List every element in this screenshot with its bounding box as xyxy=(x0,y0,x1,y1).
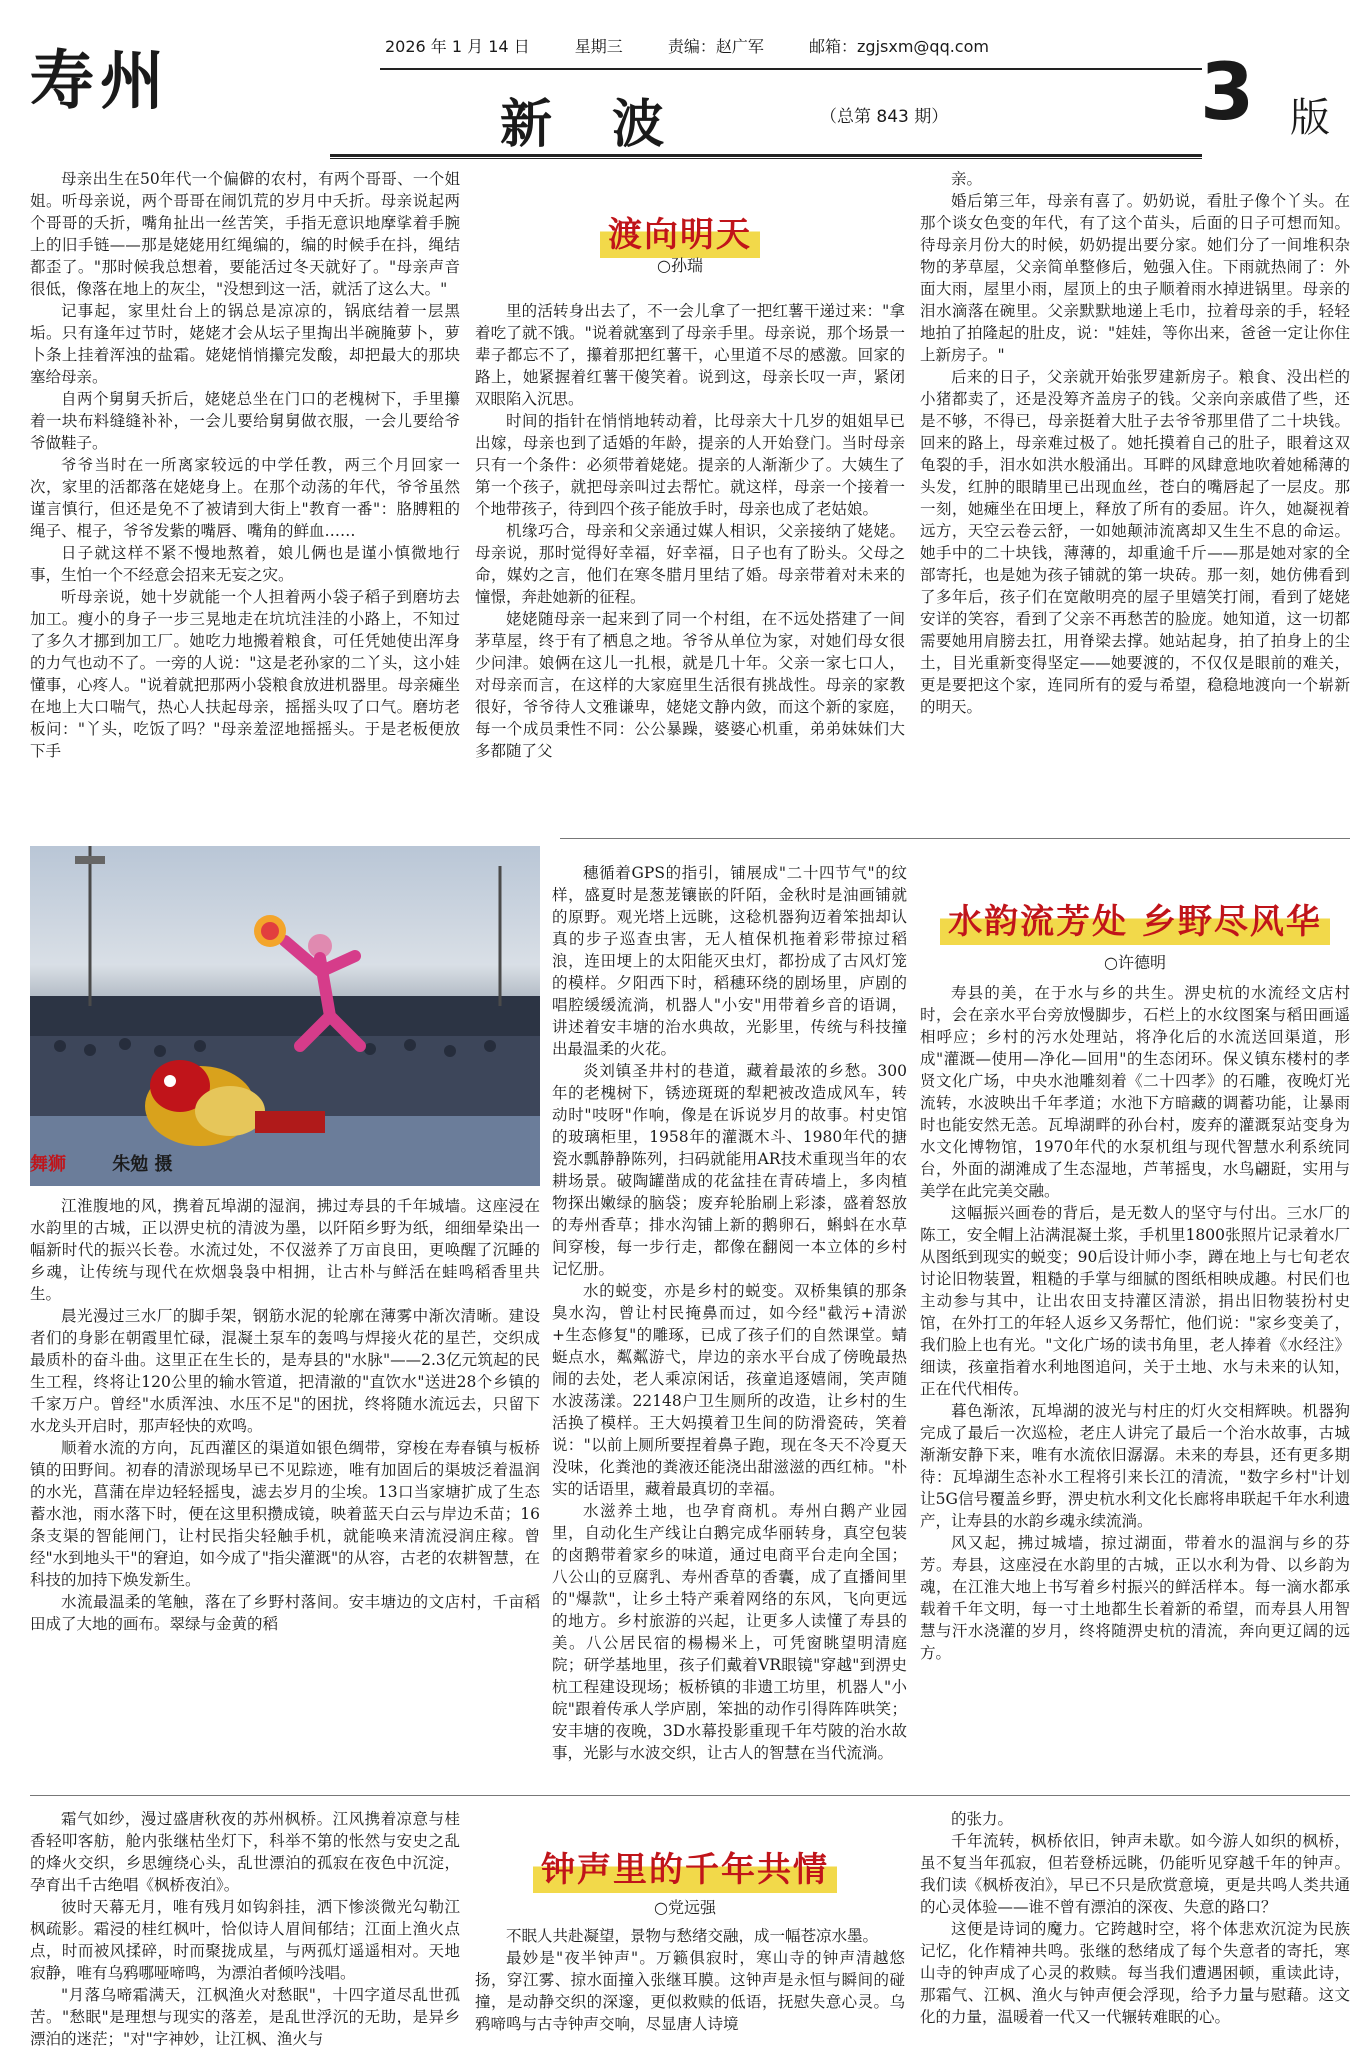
article-paragraph: 暮色渐浓，瓦埠湖的波光与村庄的灯火交相辉映。机器狗完成了最后一次巡检，老庄人讲完了最后一个治水故事，古城渐渐安静下来，唯有水流依旧潺潺。未来的寿县，还有更多期待：瓦埠湖生态补水工程将引来长江的清流，"数字乡村"计划让5G信号覆盖乡野，淠史杭水利文化长廊将串联起千年水利遗产，让寿县的水韵乡魂永续流淌。 xyxy=(920,1402,1350,1530)
masthead-rule-top xyxy=(380,68,1202,70)
responsible-editor: 责编：赵广军 xyxy=(667,37,764,56)
article-paragraph: 这幅振兴画卷的背后，是无数人的坚守与付出。三水厂的陈工，安全帽上沾满混凝土浆，手机里1800张照片记录着水厂从图纸到现实的蜕变；90后设计师小李，蹲在地上与七旬老农讨论旧物装置，粗糙的手掌与细腻的图纸相映成趣。村民们也主动参与其中，让出农田支持灌区清淤，捐出旧物装扮村史馆，在外打工的年轻人返乡又务帮忙，他们说："家乡变美了，我们脸上也有光。"文化广场的读书角里，老人捧着《水经注》细读，孩童指着水利地图追问，关于土地、水与未来的认知，正在代代相传。 xyxy=(920,1204,1350,1398)
article-3-column-3 xyxy=(920,1808,1350,2058)
newspaper-name-logo: 寿州 xyxy=(30,44,170,119)
article-paragraph: 爷爷当时在一所离家较远的中学任教，两三个月回家一次，家里的活都落在姥姥身上。在那个动荡的年代，爷爷虽然谨言慎行，但还是免不了被请到大街上"教育一番"：胳膊粗的绳子、棍子，爷爷发紫的嘴唇、嘴角的鲜血…… xyxy=(30,456,460,540)
article-paragraph: 顺着水流的方向，瓦西灌区的渠道如银色绸带，穿梭在寿春镇与板桥镇的田野间。初春的清淤现场早已不见踪迹，唯有加固后的渠坡泛着温润的水光，菖蒲在岸边轻轻摇曳，滤去岁月的尘埃。13口当家塘扩成了生态蓄水池，雨水落下时，便在这里积攒成镜，映着蓝天白云与岸边禾苗；16条支渠的智能闸门，让村民指尖轻触手机，就能唤来清流浸润庄稼。曾经"水到地头干"的窘迫，如今成了"指尖灌溉"的从容，古老的农耕智慧，在科技的加持下焕发新生。 xyxy=(30,1439,540,1589)
article-paragraph: 穗循着GPS的指引，铺展成"二十四节气"的纹样，盛夏时是葱茏镶嵌的阡陌，金秋时是油画铺就的原野。观光塔上远眺，这稔机器狗迈着笨拙却认真的步子巡查虫害，无人植保机拖着彩带掠过稻浪，连田埂上的太阳能灭虫灯，都扮成了古风灯笼的模样。夕阳西下时，稻穗环绕的剧场里，庐剧的唱腔缓缓流淌，机器人"小安"用带着乡音的语调，讲述着安丰塘的治水典故，光影里，传统与科技撞出最温柔的火花。 xyxy=(552,864,907,1058)
article-paragraph: 姥姥随母亲一起来到了同一个村组，在不远处搭建了一间茅草屋，终于有了栖息之地。爷爷从单位为家，对她们母女很少问津。娘俩在这儿一扎根，就是几十年。父亲一家七口人，对母亲而言，在这样的大家庭里生活很有挑战性。母亲的家教很好，爷爷待人文雅谦卑，姥姥文静内敛，而这个新的家庭，每一个成员秉性不同：公公暴躁，婆婆心机重，弟弟妹妹们大多都随了父 xyxy=(475,610,905,760)
lion-dance-photo xyxy=(30,846,540,1186)
article-paragraph: 里的活转身出去了，不一会儿拿了一把红薯干递过来："拿着吃了就不饿。"说着就塞到了母亲手里。母亲说，那个场景一辈子都忘不了，攥着那把红薯干，心里道不尽的感激。回家的路上，她紧握着红薯干傻笑着。说到这，母亲长叹一声，紧闭双眼陷入沉思。 xyxy=(475,302,905,408)
article-paragraph: 亲。 xyxy=(951,170,983,188)
article-paragraph: 不眠人共赴凝望，景物与愁绪交融，成一幅苍凉水墨。 xyxy=(506,1927,879,1945)
section-divider-2 xyxy=(30,1795,1350,1796)
section-divider-1 xyxy=(560,838,1350,839)
article-1-title: 渡向明天 xyxy=(560,205,800,258)
page-suffix: 版 xyxy=(1290,95,1330,141)
photo-credit: 朱勉 摄 xyxy=(112,1154,173,1175)
article-3-byline: ○党远强 xyxy=(654,1898,716,1917)
article-paragraph: 水的蜕变，亦是乡村的蜕变。双桥集镇的那条臭水沟，曾让村民掩鼻而过，如今经"截污+清淤+生态修复"的雕琢，已成了孩子们的自然课堂。蜻蜓点水，粼粼游弋，岸边的亲水平台成了傍晚最热闹的去处，老人乘凉闲话，孩童追逐嬉闹，笑声随水波荡漾。22148户卫生厕所的改造，让乡村的生活换了模样。王大妈摸着卫生间的防滑瓷砖，笑着说："以前上厕所要捏着鼻子跑，现在冬天不冷夏天没味，化粪池的粪液还能浇出甜滋滋的西红柿。"朴实的话语里，藏着最真切的幸福。 xyxy=(552,1282,907,1498)
article-paragraph: 水滋养土地，也孕育商机。寿州白鹅产业园里，自动化生产线让白鹅完成华丽转身，真空包装的卤鹅带着家乡的味道，通过电商平台走向全国；八公山的豆腐乳、寿州香草的香囊，成了直播间里的"爆款"，让乡土特产乘着网络的东风，飞向更远的地方。乡村旅游的兴起，让更多人读懂了寿县的美。八公居民宿的楊楊米上，可凭窗眺望明清庭院；研学基地里，孩子们戴着VR眼镜"穿越"到淠史杭工程建设现场；板桥镇的非遗工坊里，机器人"小皖"跟着传承人学庐剧，笨拙的动作引得阵阵哄笑；安丰塘的夜晚，3D水幕投影重现千年芍陂的治水故事，光影与水波交织，让古人的智慧在当代流淌。 xyxy=(552,1502,907,1762)
article-paragraph: 霜气如纱，漫过盛唐秋夜的苏州枫桥。江风携着凉意与桂香轻叩客舫，舱内张继枯坐灯下，科举不第的怅然与安史之乱的烽火交织，乡思缠绕心头，乱世漂泊的孤寂在夜色中沉淀，孕育出千古绝唱《枫桥夜泊》。 xyxy=(30,1810,460,1894)
page-number: 3 xyxy=(1200,48,1255,138)
article-1-column-3 xyxy=(920,168,1350,830)
photo-caption xyxy=(30,1150,173,1176)
article-paragraph: 这便是诗词的魔力。它跨越时空，将个体悲欢沉淀为民族记忆，化作精神共鸣。张继的愁绪成了每个失意者的寄托，寒山寺的钟声成了心灵的救赎。每当我们遭遇困顿，重读此诗，那霜气、江枫、渔火与钟声便会浮现，给予力量与慰藉。这文化的力量，温暖着一代又一代辗转难眠的心。 xyxy=(920,1920,1350,2026)
article-paragraph: 听母亲说，她十岁就能一个人担着两小袋子稻子到磨坊去加工。瘦小的身子一步三晃地走在坑坑洼洼的小路上，不知过了多久才挪到加工厂。她吃力地搬着粮食，可任凭她使出浑身的力气也动不了。一旁的人说："这是老孙家的二丫头，这小娃懂事，心疼人。"说着就把那两小袋粮食放进机器里。母亲瘫坐在地上大口喘气，热心人扶起母亲，摇摇头叹了口气。磨坊老板问："丫头，吃饭了吗？"母亲羞涩地摇摇头。于是老板便放下手 xyxy=(30,588,460,760)
article-2-byline: ○许德明 xyxy=(1104,953,1166,972)
masthead-rule-bottom xyxy=(330,154,1202,159)
issue-total-number: （总第 843 期） xyxy=(820,107,949,127)
article-paragraph: 最妙是"夜半钟声"。万籁俱寂时，寒山寺的钟声清越悠扬，穿江雾、掠水面撞入张继耳膜。这钟声是永恒与瞬间的碰撞，是动静交织的深邃，更似救赎的低语，抚慰失意心灵。乌鸦啼鸣与古寺钟声交响，尽显唐人诗境 xyxy=(475,1949,905,2033)
article-2-column-2 xyxy=(552,862,907,1785)
article-paragraph: 风又起，拂过城墙，掠过湖面，带着水的温润与乡的芬芳。寿县，这座浸在水韵里的古城，正以水利为骨、以乡韵为魂，在江淮大地上书写着乡村振兴的鲜活样本。每一滴水都承载着千年文明，每一寸土地都生长着新的希望，而寿县人用智慧与汗水浇灌的岁月，终将随淠史杭的清流，奔向更辽阔的远方。 xyxy=(920,1534,1350,1662)
article-paragraph: 婚后第三年，母亲有喜了。奶奶说，看肚子像个丫头。在那个谈女色变的年代，有了这个苗头，后面的日子可想而知。待母亲月份大的时候，奶奶提出要分家。她们分了一间堆积杂物的茅草屋，父亲简单整修后，勉强入住。下雨就热闹了：外面大雨，屋里小雨，屋顶上的虫子顺着雨水掉进锅里。母亲的泪水滴落在碗里。父亲默默地递上毛巾，拉着母亲的手，轻轻地拍了拍隆起的肚皮，说："娃娃，等你出来，爸爸一定让你住上新房子。" xyxy=(920,192,1350,364)
article-1-byline: ○孙瑞 xyxy=(657,256,703,275)
article-paragraph: 日子就这样不紧不慢地熬着，娘儿俩也是谨小慎微地行事，生怕一个不经意会招来无妄之灾。 xyxy=(30,544,460,584)
article-paragraph: 彼时天幕无月，唯有残月如钩斜挂，洒下惨淡微光勾勒江枫疏影。霜浸的桂红枫叶，恰似诗人眉间郁结；江面上渔火点点，时而被风揉碎，时而聚拢成星，与两孤灯遥遥相对。天地寂静，唯有乌鸦哪哑啼鸣，为漂泊者倾吟浅唱。 xyxy=(30,1898,460,1982)
photo-caption-tag: 舞狮 xyxy=(30,1154,66,1175)
section-name: 新波 xyxy=(500,94,725,155)
article-paragraph: 时间的指针在悄悄地转动着，比母亲大十几岁的姐姐早已出嫁，母亲也到了适婚的年龄，提亲的人开始登门。当时母亲只有一个条件：必须带着姥姥。提亲的人渐渐少了。大姨生了第一个孩子，就把母亲叫过去帮忙。就这样，母亲一个接着一个地带孩子，待到四个孩子能放手时，母亲也成了老姑娘。 xyxy=(475,412,905,518)
article-1-column-1 xyxy=(30,168,460,830)
issue-date: 2026 年 1 月 14 日 xyxy=(385,37,530,56)
article-paragraph: 寿县的美，在于水与乡的共生。淠史杭的水流经文店村时，会在亲水平台旁放慢脚步，石栏上的水纹图案与稻田画遥相呼应；乡村的污水处理站，将净化后的水流送回渠道，形成"灌溉—使用—净化—回用"的生态闭环。保义镇东楼村的孝贤文化广场，中央水池雕刻着《二十四孝》的石雕，夜晚灯光流转，水波映出千年孝道；水池下方暗藏的调蓄功能，让暴雨时也能安然无恙。瓦埠湖畔的孙台村，废弃的灌溉泵站变身为水文化博物馆，1970年代的水泵机组与现代智慧水利系统同台，外面的湖滩成了生态湿地，芦苇摇曳，水鸟翩跹，实用与美学在此完美交融。 xyxy=(920,984,1350,1200)
issue-info-line xyxy=(385,34,1029,57)
article-paragraph: 后来的日子，父亲就开始张罗建新房子。粮食、没出栏的小猪都卖了，还是没筹齐盖房子的钱。父亲向亲戚借了些，还是不够，不得已，母亲挺着大肚子去爷爷那里借了二十块钱。回来的路上，母亲难过极了。她托摸着自己的肚子，眼着这双龟裂的手，泪水如洪水般涌出。耳畔的风肆意地吹着她稀薄的头发，红肿的眼睛里已出现血丝，苍白的嘴唇起了一层皮。那一刻，她瘫坐在田埂上，释放了所有的委屈。许久，她凝视着远方，天空云卷云舒，一如她颠沛流离却又生生不息的命运。她手中的二十块钱，薄薄的，却重逾千斤——那是她对家的全部寄托，也是她为孩子铺就的第一块砖。那一刻，她仿佛看到了多年后，孩子们在宽敞明亮的屋子里嬉笑打闹，看到了姥姥安详的笑容，看到了父亲不再愁苦的脸庞。她知道，这一切都需要她用肩膀去扛，用脊梁去撑。她站起身，拍了拍身上的尘土，目光重新变得坚定——她要渡的，不仅仅是眼前的难关，更是要把这个家，连同所有的爱与希望，稳稳地渡向一个崭新的明天。 xyxy=(920,368,1350,716)
article-paragraph: 千年流转，枫桥依旧，钟声未歇。如今游人如织的枫桥，虽不复当年孤寂，但若登桥远眺，仍能听见穿越千年的钟声。我们读《枫桥夜泊》，早已不只是欣赏意境，更是共鸣人类共通的心灵体验——谁不曾有漂泊的深夜、失意的路口？ xyxy=(920,1832,1350,1916)
article-1-column-2 xyxy=(475,300,905,830)
lion-dance-photo-image xyxy=(30,846,540,1186)
article-paragraph: 记事起，家里灶台上的锅总是凉凉的，锅底结着一层黑垢。只有逢年过节时，姥姥才会从坛子里掏出半碗腌萝卜，萝卜条上挂着浑浊的盐霜。姥姥悄悄攥完发酸，却把最大的那块塞给母亲。 xyxy=(30,302,460,386)
article-paragraph: 母亲出生在50年代一个偏僻的农村，有两个哥哥、一个姐姐。听母亲说，两个哥哥在闹饥荒的岁月中夭折。母亲说起两个哥哥的夭折，嘴角扯出一丝苦笑，手指无意识地摩挲着手腕上的旧手链——那是姥姥用红绳编的，编的时候手在抖，绳结都歪了。"那时候我总想着，要能活过冬天就好了。"母亲声音很低，像落在地上的灰尘，"没想到这一活，就活了这么大。" xyxy=(30,170,460,298)
masthead xyxy=(30,26,1350,155)
article-paragraph: 江淮腹地的风，携着瓦埠湖的湿润，拂过寿县的千年城墙。这座浸在水韵里的古城，正以淠史杭的清波为墨，以阡陌乡野为纸，细细晕染出一幅新时代的振兴长卷。水流过处，不仅滋养了万亩良田，更唤醒了沉睡的乡魂，让传统与现代在炊烟袅袅中相拥，让古朴与鲜活在蛙鸣稻香里共生。 xyxy=(30,1197,540,1303)
article-paragraph: 晨光漫过三水厂的脚手架，钢筋水泥的轮廓在薄雾中渐次清晰。建设者们的身影在朝霞里忙碌，混凝土泵车的轰鸣与焊接火花的星芒，交织成最质朴的奋斗曲。这里正在生长的，是寿县的"水脉"——2.3亿元筑起的民生工程，终将让120公里的输水管道，把清澈的"直饮水"送进28个乡镇的千家万户。曾经"水质浑浊、水压不足"的困扰，终将随水流远去，只留下水龙头开启时，那声轻快的欢鸣。 xyxy=(30,1307,540,1435)
article-paragraph: 水流最温柔的笔触，落在了乡野村落间。安丰塘边的文店村，千亩稻田成了大地的画布。翠绿与金黄的稻 xyxy=(30,1593,540,1633)
article-paragraph: 机缘巧合，母亲和父亲通过媒人相识，父亲接纳了姥姥。母亲说，那时觉得好幸福，好幸福，日子也有了盼头。父母之命，媒妁之言，他们在寒冬腊月里结了婚。母亲带着对未来的憧憬，奔赴她新的征程。 xyxy=(475,522,905,606)
article-paragraph: "月落乌啼霜满天，江枫渔火对愁眠"，十四字道尽乱世孤苦。"愁眠"是理想与现实的落差，是乱世浮沉的无助，是异乡漂泊的迷茫；"对"字神妙，让江枫、渔火与 xyxy=(30,1986,460,2048)
article-3-column-1 xyxy=(30,1808,460,2058)
contact-email: 邮箱：zgjsxm@qq.com xyxy=(809,37,989,56)
article-2-column-3 xyxy=(920,982,1350,1785)
article-paragraph: 的张力。 xyxy=(951,1810,1014,1828)
article-2-column-1 xyxy=(30,1195,540,1785)
issue-weekday: 星期三 xyxy=(574,37,623,56)
article-3-column-2 xyxy=(475,1925,905,2058)
article-paragraph: 自两个舅舅夭折后，姥姥总坐在门口的老槐树下，手里攥着一块布料缝缝补补，一会儿要给舅舅做衣服，一会儿要给爷爷做鞋子。 xyxy=(30,390,460,452)
article-paragraph: 炎刘镇圣井村的巷道，藏着最浓的乡愁。300年的老槐树下，锈迹斑斑的犁耙被改造成风车，转动时"吱呀"作响，像是在诉说岁月的故事。村史馆的玻璃柜里，1958年的灌溉木斗、1980年代的搪瓷水瓢静静陈列，扫码就能用AR技术重现当年的农耕场景。破陶罐凿成的花盆挂在青砖墙上，多肉植物探出嫩绿的脑袋；废弃轮胎刷上彩漆，盛着怒放的寿州香草；排水沟铺上新的鹅卵石，蝌蚪在水草间穿梭，每一步行走，都像在翻阅一本立体的乡村记忆册。 xyxy=(552,1062,907,1278)
article-3-title: 钟声里的千年共情 xyxy=(520,1840,850,1893)
article-2-title: 水韵流芳处 乡野尽风华 xyxy=(920,892,1350,945)
